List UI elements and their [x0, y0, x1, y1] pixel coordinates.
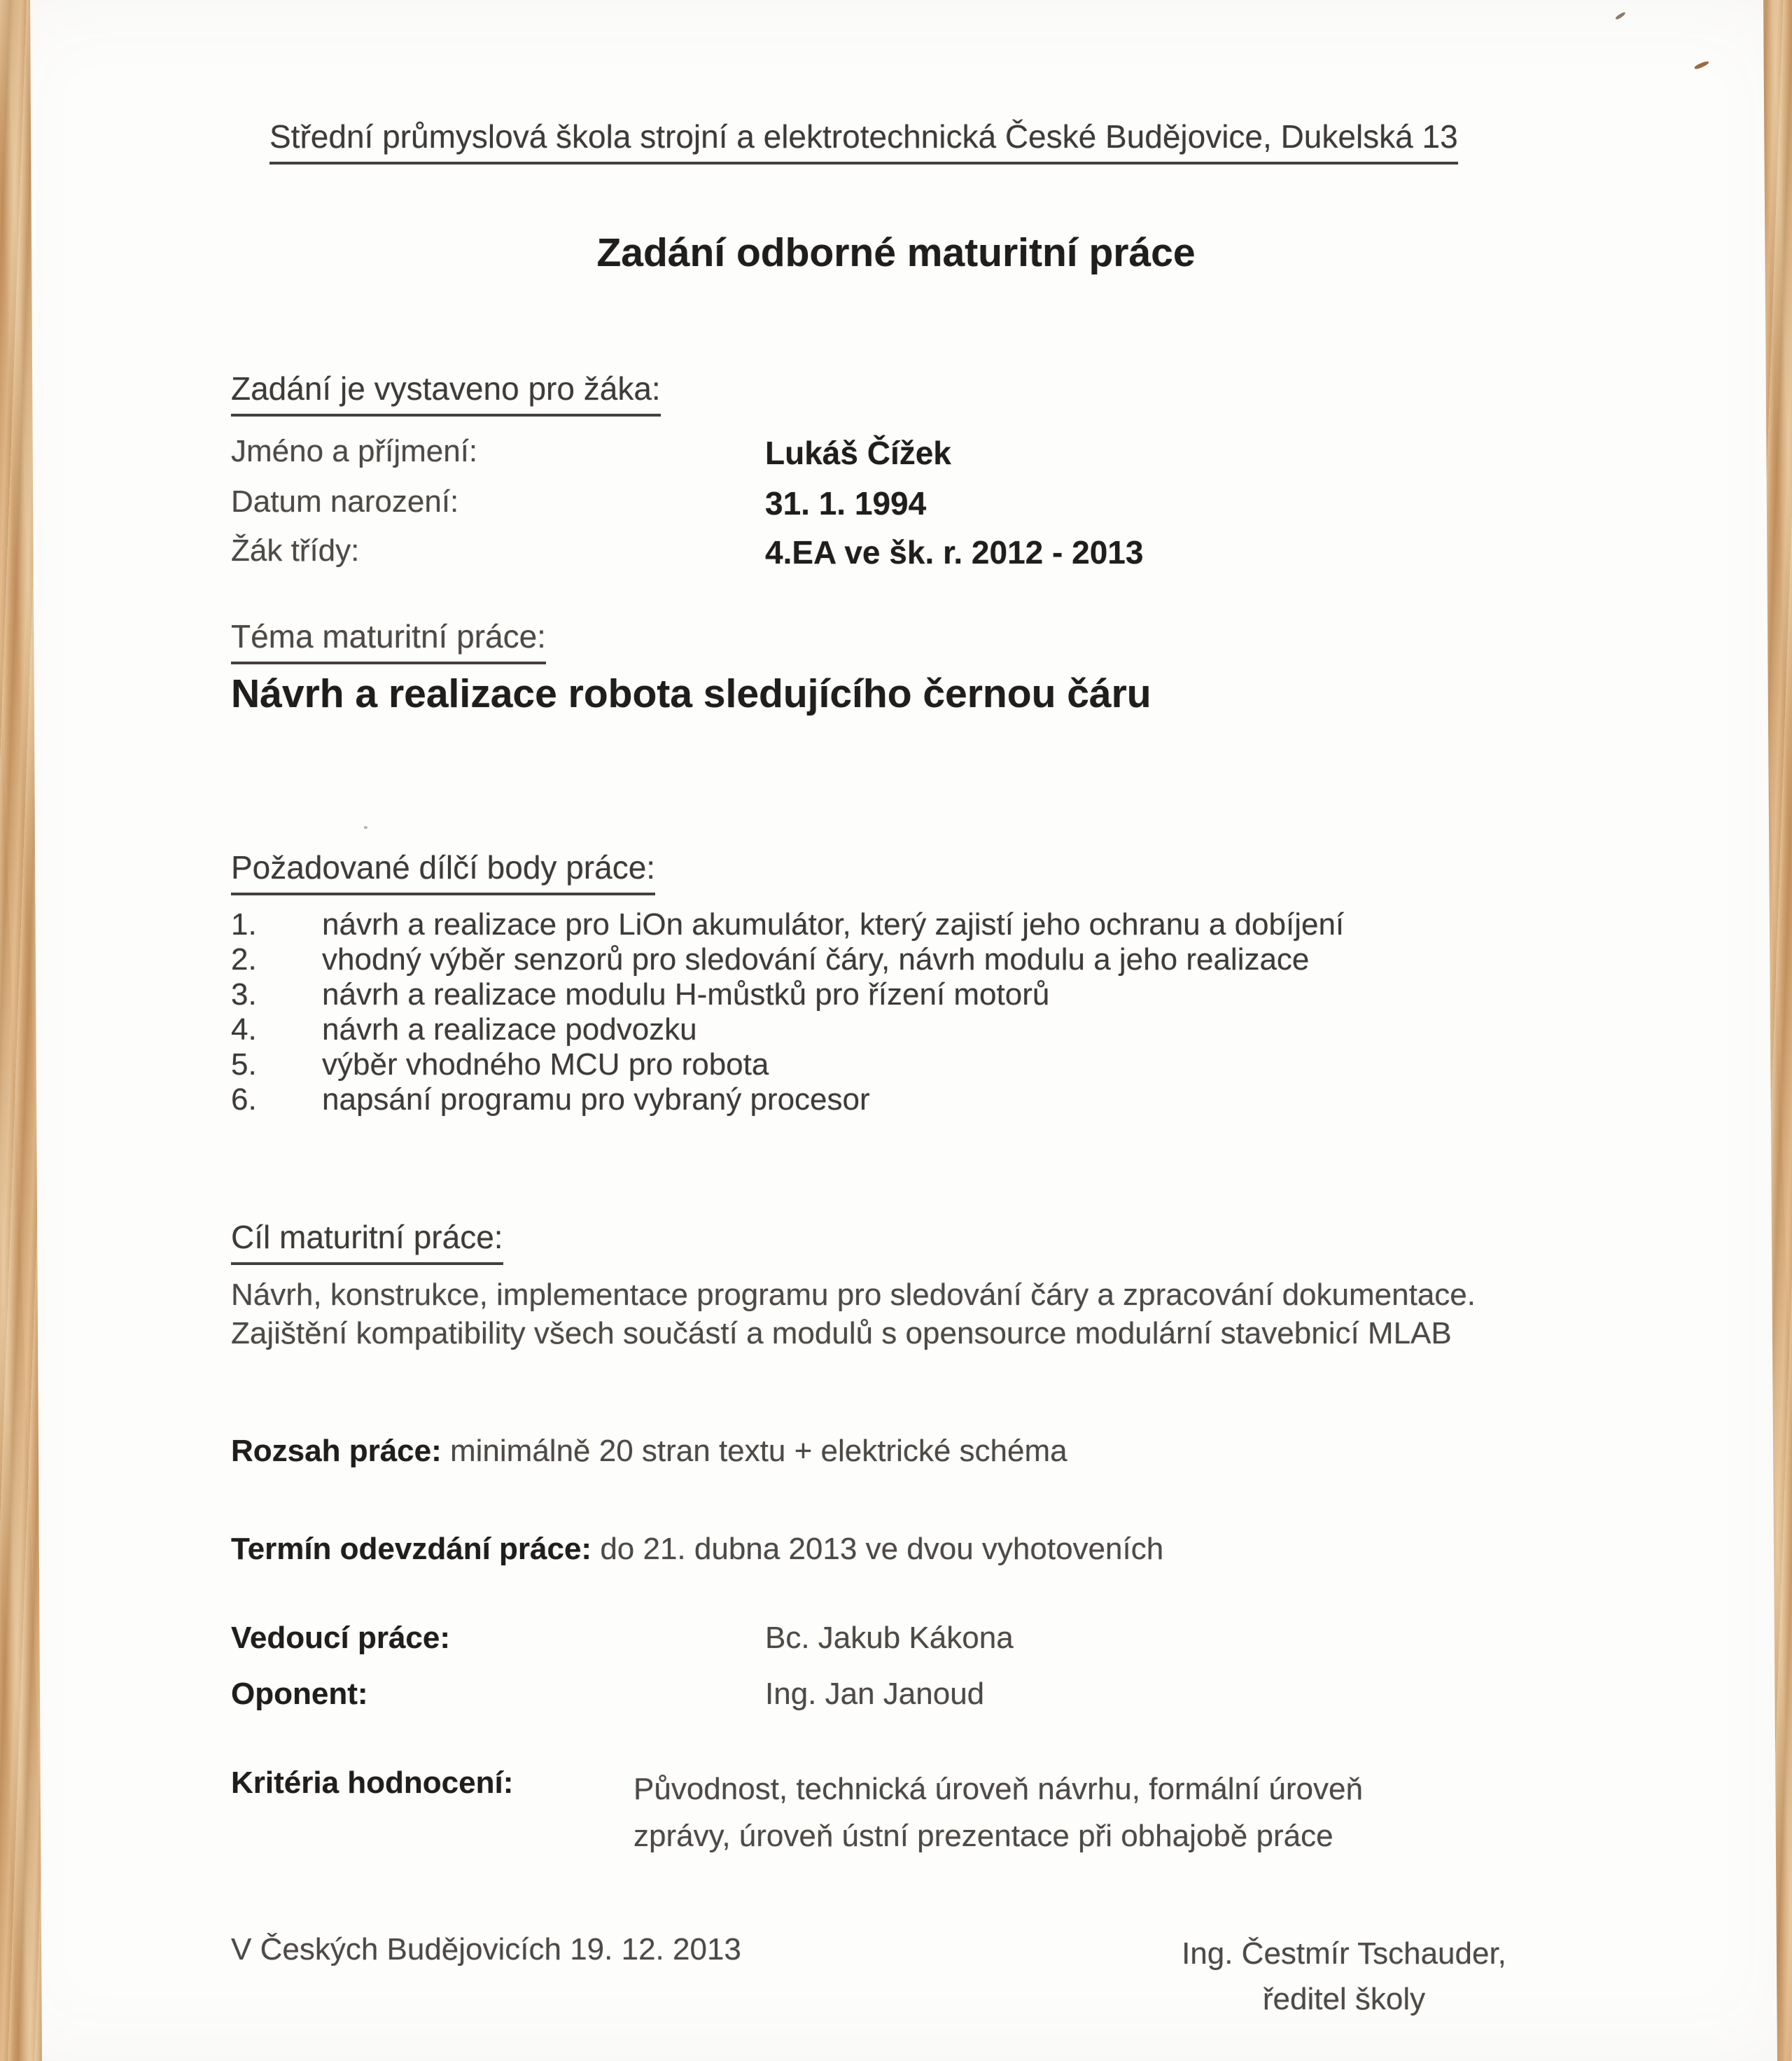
- requirements-section-heading: Požadované dílčí body práce:: [231, 848, 655, 895]
- requirement-text: vhodný výběr senzorů pro sledování čáry, návrh modulu a jeho realizace: [322, 942, 1310, 977]
- thesis-topic-title: Návrh a realizace robota sledujícího černou čáru: [231, 671, 1152, 716]
- requirements-list: [231, 907, 1344, 1117]
- deadline-value: do 21. dubna 2013 ve dvou vyhotoveních: [600, 1532, 1164, 1566]
- student-name-label: Jméno a příjmení:: [231, 434, 478, 468]
- supervisor-label: Vedoucí práce:: [231, 1621, 451, 1655]
- page-title: Zadání odborné maturitní práce: [596, 230, 1196, 275]
- student-name-value: Lukáš Čížek: [765, 435, 951, 471]
- requirement-number: 6.: [231, 1082, 257, 1117]
- scan-speck: [1615, 11, 1626, 20]
- requirement-item: [231, 907, 1344, 942]
- student-info-row: [231, 533, 1351, 571]
- requirement-number: 1.: [231, 907, 257, 942]
- student-info-row: [231, 434, 1351, 469]
- topic-section-heading: Téma maturitní práce:: [231, 617, 546, 664]
- requirement-item: [231, 942, 1344, 977]
- criteria-row: [231, 1766, 1631, 1853]
- school-header: Střední průmyslová škola strojní a elektrotechnická České Budějovice, Dukelská 13: [270, 118, 1458, 165]
- birthdate-label: Datum narození:: [231, 484, 459, 519]
- student-info-row: [231, 484, 1351, 522]
- requirement-item: [231, 1012, 1344, 1047]
- requirement-number: 3.: [231, 977, 257, 1012]
- scope-label: Rozsah práce:: [231, 1434, 442, 1468]
- scan-speck: [364, 826, 368, 829]
- scope-value: minimálně 20 stran textu + elektrické schéma: [450, 1434, 1068, 1468]
- requirement-text: návrh a realizace podvozku: [322, 1012, 697, 1047]
- scan-speck: [1694, 60, 1709, 71]
- requirement-item: [231, 1047, 1344, 1082]
- student-section-heading: Zadání je vystaveno pro žáka:: [231, 370, 661, 417]
- requirement-item: [231, 1082, 1344, 1117]
- class-value: 4.EA ve šk. r. 2012 - 2013: [765, 534, 1144, 571]
- goal-section-heading: Cíl maturitní práce:: [231, 1218, 503, 1265]
- opponent-row: [231, 1677, 1351, 1712]
- birthdate-value: 31. 1. 1994: [765, 485, 927, 522]
- opponent-value: Ing. Jan Janoud: [765, 1677, 985, 1711]
- requirement-text: návrh a realizace pro LiOn akumulátor, který zajistí jeho ochranu a dobíjení: [322, 907, 1345, 942]
- supervisor-row: [231, 1621, 1351, 1656]
- scope-line: [231, 1434, 1068, 1469]
- criteria-label: Kritéria hodnocení:: [231, 1766, 514, 1800]
- signature-name: Ing. Čestmír Tschauder,: [1182, 1936, 1506, 1971]
- opponent-label: Oponent:: [231, 1677, 368, 1711]
- requirement-number: 2.: [231, 942, 257, 977]
- class-label: Žák třídy:: [231, 533, 360, 568]
- footer-place-date: V Českých Budějovicích 19. 12. 2013: [231, 1932, 741, 1966]
- deadline-label: Termín odevzdání práce:: [231, 1532, 592, 1566]
- supervisor-value: Bc. Jakub Kákona: [765, 1621, 1014, 1655]
- deadline-line: [231, 1532, 1163, 1567]
- requirement-number: 5.: [231, 1047, 257, 1082]
- requirement-text: výběr vhodného MCU pro robota: [322, 1047, 769, 1082]
- requirement-text: napsání programu pro vybraný procesor: [322, 1082, 870, 1117]
- signature-block: [1148, 1931, 1540, 2022]
- signature-role: ředitel školy: [1262, 1982, 1426, 2016]
- requirement-item: [231, 977, 1344, 1012]
- requirement-number: 4.: [231, 1012, 257, 1047]
- criteria-value: Původnost, technická úroveň návrhu, formální úroveň zprávy, úroveň ústní prezentace při obhajobě práce: [634, 1772, 1363, 1853]
- goal-text: Návrh, konstrukce, implementace programu pro sledování čáry a zpracování dokumentace. Zajištění kompatibility všech součástí a modulů s opensource modulární stavebnicí MLAB: [231, 1278, 1476, 1350]
- requirement-text: návrh a realizace modulu H-můstků pro řízení motorů: [322, 977, 1050, 1012]
